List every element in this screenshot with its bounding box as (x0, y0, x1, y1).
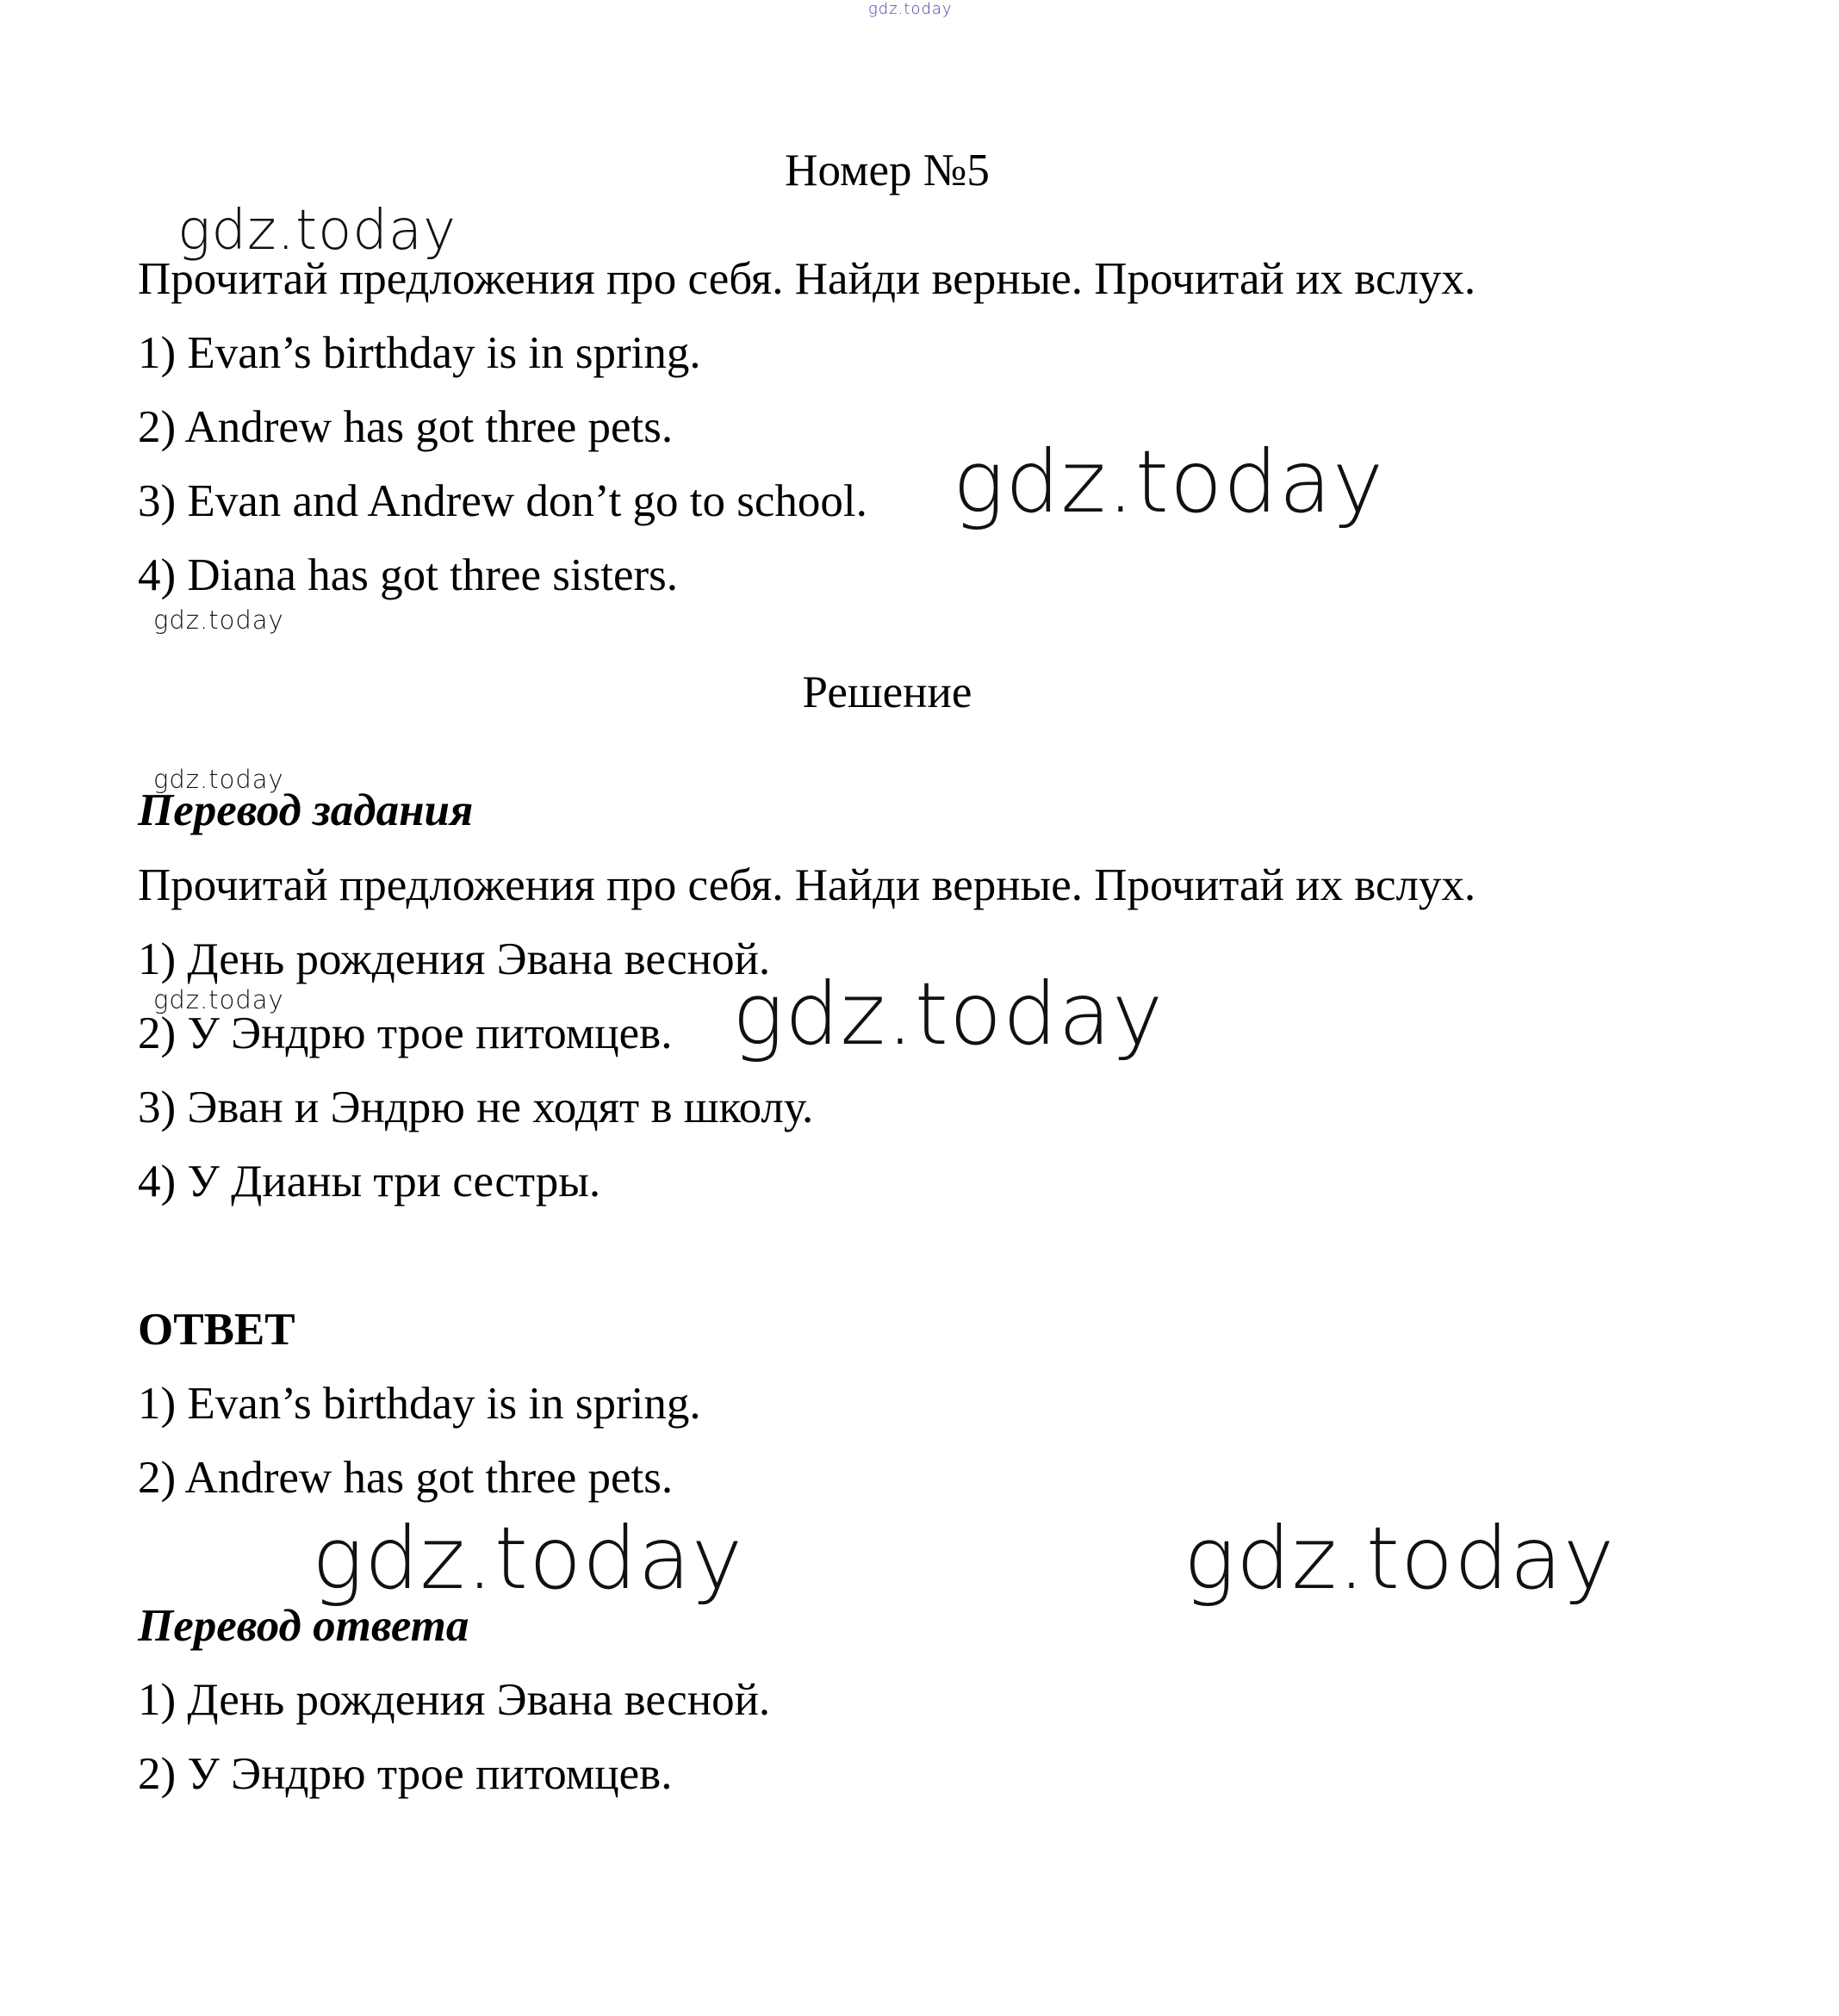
translation-item: 4) У Дианы три сестры. (138, 1157, 601, 1206)
task-item: 3) Evan and Andrew don’t go to school. (138, 476, 867, 526)
translation-item: 2) У Эндрю трое питомцев. (138, 1008, 673, 1058)
answer-translation-item: 2) У Эндрю трое питомцев. (138, 1749, 673, 1799)
watermark: gdz.today (732, 964, 1165, 1064)
watermark: gdz.today (177, 199, 457, 263)
watermark: gdz.today (153, 765, 284, 794)
watermark: gdz.today (312, 1508, 744, 1609)
watermark: gdz.today (1184, 1508, 1616, 1609)
translation-item: 1) День рождения Эвана весной. (138, 934, 771, 984)
watermark: gdz.today (153, 605, 284, 635)
answer-heading: ОТВЕТ (138, 1305, 295, 1355)
solution-heading: Решение (802, 667, 972, 717)
answer-item: 2) Andrew has got three pets. (138, 1453, 674, 1503)
task-item: 2) Andrew has got three pets. (138, 402, 674, 452)
translation-instruction: Прочитай предложения про себя. Найди верные. Прочитай их вслух. (138, 860, 1476, 910)
watermark: gdz.today (153, 985, 284, 1014)
watermark: gdz.today (953, 431, 1385, 532)
translation-heading: Перевод задания (138, 785, 474, 835)
answer-translation-heading: Перевод ответа (138, 1601, 469, 1651)
page-title: Номер №5 (785, 146, 990, 195)
answer-item: 1) Evan’s birthday is in spring. (138, 1379, 701, 1429)
answer-translation-item: 1) День рождения Эвана весной. (138, 1675, 771, 1725)
translation-item: 3) Эван и Эндрю не ходят в школу. (138, 1082, 814, 1132)
watermark: gdz.today (868, 0, 953, 18)
task-item: 4) Diana has got three sisters. (138, 550, 678, 600)
task-item: 1) Evan’s birthday is in spring. (138, 328, 701, 378)
task-instruction: Прочитай предложения про себя. Найди верные. Прочитай их вслух. (138, 254, 1476, 304)
